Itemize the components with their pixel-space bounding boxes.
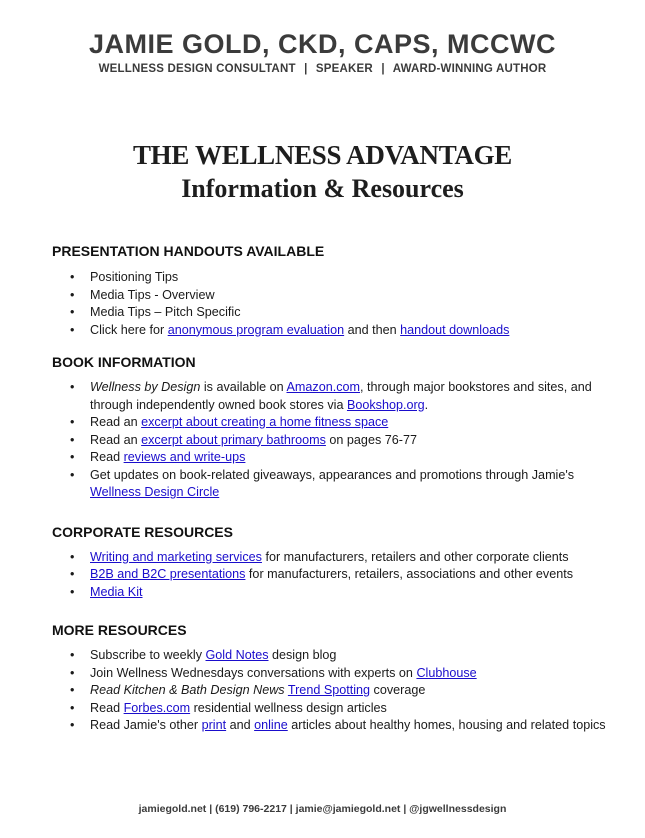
item-text: for manufacturers, retailers and other corporate clients [261,549,569,564]
section-heading: PRESENTATION HANDOUTS AVAILABLE [52,243,325,259]
program-evaluation-link[interactable]: anonymous program evaluation [167,322,345,337]
list-item [52,414,612,432]
list-item [52,700,612,718]
item-text: Read an [90,432,142,447]
document-body [52,242,612,735]
item-text: coverage [370,683,426,697]
writing-services-link[interactable]: Writing and marketing services [90,549,262,564]
list-item [52,566,612,584]
title-line-2: Information & Resources [181,174,464,203]
bookshop-link[interactable]: Bookshop.org [346,397,425,412]
item-text: for manufacturers, retailers, associations and other events [245,567,574,581]
book-list [52,379,612,502]
document-title [0,138,645,206]
item-text: Read an [90,415,142,429]
section-corporate [52,523,612,602]
letterhead [0,28,645,75]
list-item [52,322,612,340]
section-heading: BOOK INFORMATION [52,354,196,370]
item-text: is available on [200,380,287,394]
item-text: design blog [268,648,337,662]
tagline-separator: | [381,63,385,75]
tagline-author: AWARD-WINNING AUTHOR [392,63,547,75]
reviews-link[interactable]: reviews and write-ups [123,450,246,464]
list-item: • Media Tips – Pitch Specific [52,304,612,322]
item-text: on pages 76-77 [325,432,417,447]
trend-spotting-link[interactable]: Trend Spotting [287,683,371,697]
item-text: Read [90,700,124,715]
item-text: articles about healthy homes, housing and related topics [287,718,606,732]
list-item: • Media Tips - Overview [52,287,612,305]
tagline-speaker: SPEAKER [315,63,373,75]
author-tagline [0,63,645,75]
online-articles-link[interactable]: online [254,718,288,732]
bathroom-excerpt-link[interactable]: excerpt about primary bathrooms [141,432,326,447]
publication-title: Read Kitchen & Bath Design News [90,683,285,697]
item-text: and [226,718,255,732]
handouts-list [52,269,612,339]
list-item [52,717,612,735]
contact-footer: jamiegold.net | (619) 796-2217 | jamie@jamiegold.net | @jgwellnessdesign [138,803,507,815]
item-text: . [424,397,429,412]
list-item [52,432,612,450]
section-book [52,353,612,502]
section-handouts [52,242,612,339]
list-item [52,584,612,602]
list-item [52,665,612,683]
list-item [52,449,612,467]
list-item [52,647,612,665]
item-text: Click here for [90,322,168,337]
item-text: Join Wellness Wednesdays conversations with experts on [90,665,417,680]
item-text: Read [90,450,124,464]
handout-downloads-link[interactable]: handout downloads [400,322,510,337]
book-title: Wellness by Design [90,380,201,394]
list-item [52,379,612,414]
forbes-link[interactable]: Forbes.com [123,700,191,715]
author-name: JAMIE GOLD, CKD, CAPS, MCCWC [88,29,556,59]
list-item [52,549,612,567]
title-line-1: THE WELLNESS ADVANTAGE [132,140,513,170]
media-kit-link[interactable]: Media Kit [90,584,143,599]
clubhouse-link[interactable]: Clubhouse [416,665,477,680]
list-item [52,467,612,502]
section-heading: MORE RESOURCES [52,622,187,638]
section-heading: CORPORATE RESOURCES [52,523,233,540]
presentations-link[interactable]: B2B and B2C presentations [90,567,246,581]
corporate-list [52,549,612,602]
amazon-link[interactable]: Amazon.com [286,380,360,394]
item-text: Subscribe to weekly [90,648,206,662]
gold-notes-link[interactable]: Gold Notes [205,648,269,662]
tagline-separator: | [304,63,308,75]
item-text: residential wellness design articles [190,700,387,715]
item-text: and then [344,322,401,337]
list-item [52,682,612,700]
more-resources-list [52,647,612,735]
wellness-design-circle-link[interactable]: Wellness Design Circle [90,485,220,499]
fitness-excerpt-link[interactable]: excerpt about creating a home fitness space [141,415,389,429]
list-item: • Positioning Tips [52,269,612,287]
item-text: , through major bookstores and sites, and through independently owned book stores via [90,380,592,412]
item-text: Get updates on book-related giveaways, appearances and promotions through Jamie's [90,467,575,482]
section-more-resources [52,621,612,735]
item-text: Read Jamie's other [90,718,202,732]
tagline-role: WELLNESS DESIGN CONSULTANT [98,63,296,75]
print-articles-link[interactable]: print [201,718,227,732]
